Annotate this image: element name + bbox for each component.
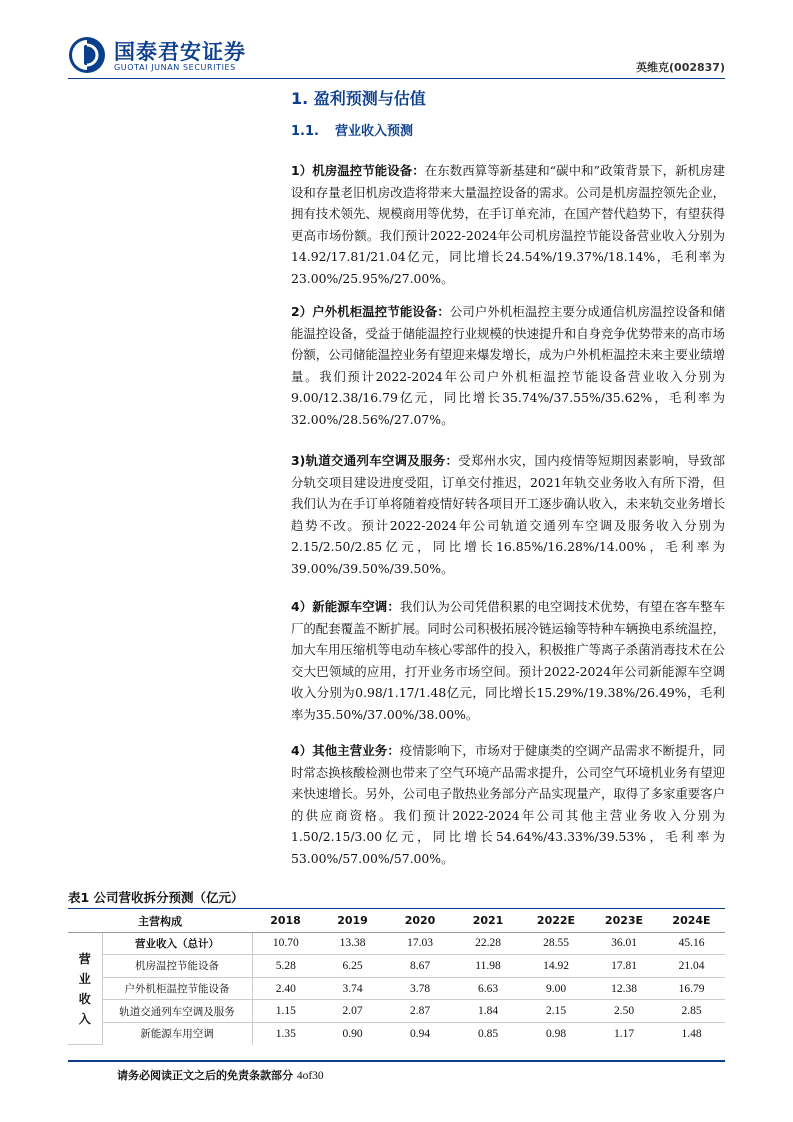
revenue-forecast-table: [68, 910, 725, 1045]
footer-divider: [68, 1060, 725, 1062]
year-header: 2024E: [658, 910, 725, 932]
table-cell: 0.85: [477, 1027, 499, 1040]
year-header: 2018: [252, 910, 319, 932]
table-cell: 36.01: [590, 932, 658, 955]
paragraph-text: 公司户外机柜温控主要分成通信机房温控设备和储能温控设备，受益于储能温控行业规模的快速提升和自身竞争优势带来的高市场份额，公司储能温控业务有望迎来爆发增长，成为户外机柜温控未来主要业绩增量。我们预计2022-2024年公司户外机柜温控节能设备营业收入分别为9.00/12.38/16.79亿元，同比增长35.74%/37.55%/35.62%，毛利率为32.00%/28.56%/27.07%。: [291, 304, 725, 427]
paragraph-text: 疫情影响下，市场对于健康类的空调产品需求不断提升，同时常态换核酸检测也带来了空气环境产品需求提升，公司空气环境机业务有望迎来快速增长。另外，公司电子散热业务部分产品实现量产，取得了多家重要客户的供应商资格。我们预计2022-2024年公司其他主营业务收入分别为1.50/2.15/3.00亿元，同比增长54.64%/43.33%/39.53%，毛利率为53.00%/57.00%/57.00%。: [291, 743, 726, 866]
table-top-rule: [68, 908, 725, 909]
company-name-cn: 国泰君安证券: [114, 40, 246, 64]
table-title: 表1 公司营收拆分预测（亿元）: [68, 890, 244, 905]
table-cell: 13.38: [319, 932, 386, 955]
table-cell: 12.38: [590, 977, 658, 1000]
stock-name-code: 英维克(002837): [636, 61, 725, 74]
table-cell: 11.98: [454, 955, 522, 978]
table-row: [68, 977, 725, 1000]
row-label: 营业收入（总计）: [102, 932, 252, 955]
table-cell: 2.85: [658, 1000, 725, 1023]
table-cell: 28.55: [522, 932, 590, 955]
paragraph-lead: 4）其他主营业务：: [291, 743, 400, 758]
table-cell: 21.04: [658, 955, 725, 978]
table-cell: 1.48: [681, 1027, 702, 1040]
table-row: [68, 1022, 725, 1044]
year-header: 2022E: [522, 910, 590, 932]
table-cell: 17.03: [386, 932, 454, 955]
table-cell: 5.28: [252, 955, 319, 978]
table-cell: 2.07: [319, 1000, 386, 1023]
table-cell: 22.28: [454, 932, 522, 955]
paragraph-ev-aircon: [291, 596, 725, 725]
paragraph-lead: 1）机房温控节能设备：: [291, 163, 425, 178]
table-cell: 1.17: [613, 1027, 635, 1040]
table-cell: 2.50: [590, 1000, 658, 1023]
table-group-label: 营 业 收 入: [68, 932, 102, 1044]
year-header: 2021: [454, 910, 522, 932]
paragraph-rail-transit: [291, 450, 725, 579]
paragraph-other-business: [291, 740, 725, 869]
table-row: [68, 932, 725, 955]
table-cell: 3.78: [386, 977, 454, 1000]
table-cell: 0.94: [409, 1027, 431, 1040]
subsection-number: 1.1.: [291, 124, 319, 139]
table-cell: 9.00: [522, 977, 590, 1000]
paragraph-datacenter-cooling: [291, 160, 725, 289]
section-title: 1. 盈利预测与估值: [291, 89, 426, 108]
company-logo: [68, 36, 308, 76]
year-header: 2019: [319, 910, 386, 932]
table-cell: 2.87: [386, 1000, 454, 1023]
table-cell: 1.84: [454, 1000, 522, 1023]
paragraph-outdoor-cabinet: [291, 301, 725, 430]
subsection-label: 营业收入预测: [335, 124, 414, 139]
subsection-title: [291, 120, 413, 139]
company-logo-icon: [68, 36, 106, 74]
header-divider: [68, 78, 725, 79]
paragraph-text: 在东数西算等新基建和“碳中和”政策背景下，新机房建设和存量老旧机房改造将带来大量温控设备的需求。公司是机房温控领先企业，拥有技术领先、规模商用等优势，在手订单充沛，在国产替代趋势下，有望获得更高市场份额。我们预计2022-2024年公司机房温控节能设备营业收入分别为14.92/17.81/21.04亿元，同比增长24.54%/19.37%/18.14%，毛利率为23.00%/25.95%/27.00%。: [291, 163, 726, 286]
disclaimer-text: 请务必阅读正文之后的免责条款部分: [117, 1069, 293, 1082]
table-cell: 0.98: [545, 1027, 567, 1040]
table-cell: 2.40: [252, 977, 319, 1000]
table-cell: 0.90: [342, 1027, 363, 1040]
table-cell: 16.79: [658, 977, 725, 1000]
table-row: [68, 1000, 725, 1023]
table-cell: 2.15: [522, 1000, 590, 1023]
table-cell: 17.81: [590, 955, 658, 978]
year-header: 2023E: [590, 910, 658, 932]
page-number: 4of30: [296, 1070, 324, 1082]
table-cell: 6.63: [454, 977, 522, 1000]
paragraph-lead: 4）新能源车空调：: [291, 599, 400, 614]
table-cell: 3.74: [319, 977, 386, 1000]
row-label: 户外机柜温控节能设备: [102, 977, 252, 1000]
table-cell: 8.67: [386, 955, 454, 978]
table-header-row: [68, 910, 725, 932]
row-label: 新能源车用空调: [102, 1022, 252, 1044]
table-cell: 1.35: [275, 1027, 296, 1040]
table-cell: 45.16: [658, 932, 725, 955]
table-cell: 14.92: [522, 955, 590, 978]
table-cell: 6.25: [319, 955, 386, 978]
year-header: 2020: [386, 910, 454, 932]
paragraph-text: 我们认为公司凭借积累的电空调技术优势，有望在客车整车厂的配套覆盖不断扩展。同时公司积极拓展冷链运输等特种车辆换电系统温控，加大车用压缩机等电动车核心零部件的投入，积极推广等离子杀菌消毒技术在公交大巴领域的应用，打开业务市场空间。预计2022-2024年公司新能源车空调收入分别为0.98/1.17/1.48亿元，同比增长15.29%/19.38%/26.49%，毛利率为35.50%/37.00%/38.00%。: [291, 599, 726, 722]
paragraph-text: 受郑州水灾，国内疫情等短期因素影响，导致部分轨交项目建设进度受阻，订单交付推迟，2021年轨交业务收入有所下滑，但我们认为在手订单将随着疫情好转各项目开工逐步确认收入，未来轨交业务增长趋势不改。预计2022-2024年公司轨道交通列车空调及服务收入分别为2.15/2.50/2.85亿元，同比增长16.85%/16.28%/14.00%，毛利率为39.00%/39.50%/39.50%。: [291, 453, 725, 576]
page-footer: [117, 1067, 324, 1083]
paragraph-lead: 2）户外机柜温控节能设备：: [291, 304, 450, 319]
company-name-en: GUOTAI JUNAN SECURITIES: [114, 63, 236, 72]
table-row: [68, 955, 725, 978]
table-corner-label: 主营构成: [68, 910, 252, 932]
row-label: 轨道交通列车空调及服务: [102, 1000, 252, 1023]
row-label: 机房温控节能设备: [102, 955, 252, 978]
paragraph-lead: 3)轨道交通列车空调及服务：: [291, 453, 459, 468]
table-cell: 10.70: [252, 932, 319, 955]
table-cell: 1.15: [252, 1000, 319, 1023]
